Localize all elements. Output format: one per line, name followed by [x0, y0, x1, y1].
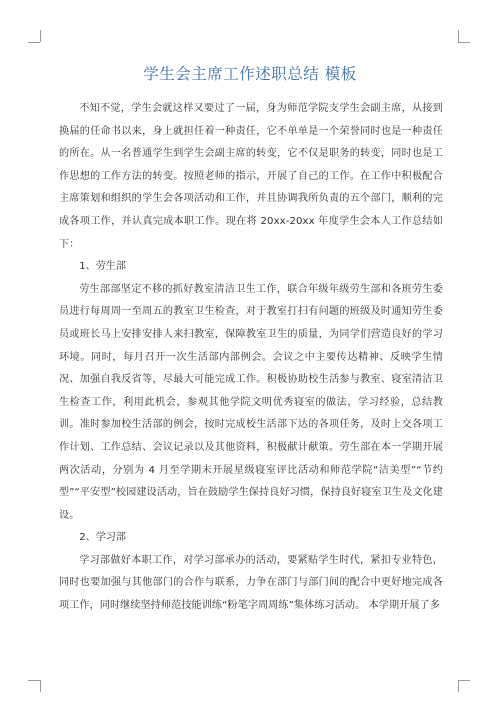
section-body-study: 学习部做好本职工作，对学习部承办的活动，要紧贴学生时代，紧扣专业特色，同时也要加强与其他部门的合作与联系，力争在部门与部门间的配合中更好地完成各项工作，同时继续坚持师范技能训练“粉笔字周周练”集体练习活动。 本学期开展了多 — [59, 554, 443, 612]
section-heading-labor: 1、劳生部 — [79, 261, 126, 273]
document-title: 学生会主席工作述职总结 模板 — [143, 65, 357, 83]
document-body — [59, 98, 443, 618]
intro-paragraph: 不知不觉，学生会就这样又要过了一届，身为师范学院支学生会副主席，从接到换届的任命书以来，身上就担任着一种责任，它不单单是一个荣誉同时也是一种责任的所在。从一名普通学生到学生会副主席的转变，它不仅是职务的转变，同时也是工作思想的工作方法的转变。按照老师的指示，开展了自己的工作。在工作中积极配合主席策划和组织的学生会各项活动和工作，并且协调我所负责的五个部门，顺利的完成各项工作，并认真完成本职工作。现在将 20xx-20xx 年度学生会本人工作总结如下： — [59, 103, 443, 250]
section-body-labor: 劳生部部坚定不移的抓好教室清洁卫生工作，联合年级年级劳生部和各班劳生委员进行每周周一至周五的教室卫生检查，对于教室打扫有问题的班级及时通知劳生委员或班长马上安排安排人来扫教室，保障教室卫生的质量，为同学们营造良好的学习环境。同时，每月召开一次生活部内部例会。会议之中主要传达精神、反映学生情况、加强自我反省等，尽最大可能完成工作。积极协助校生活参与教室、寝室清洁卫生检查工作，利用此机会，参观其他学院文明优秀寝室的做法，学习经验，总结教训。准时参加校生活部的例会，按时完成校生活部下达的各项任务，及时上交各项工作计划、工作总结、会议记录以及其他资料，积极献计献策。劳生部在本一学期开展两次活动，分别为 4 月至学期末开展星级寝室评比活动和师范学院“洁美型”“节约型”“平安型”校园建设活动，旨在鼓励学生保持良好习惯，保持良好寝室卫生及文化建设。 — [59, 283, 443, 521]
section-heading-study: 2、学习部 — [79, 532, 126, 544]
